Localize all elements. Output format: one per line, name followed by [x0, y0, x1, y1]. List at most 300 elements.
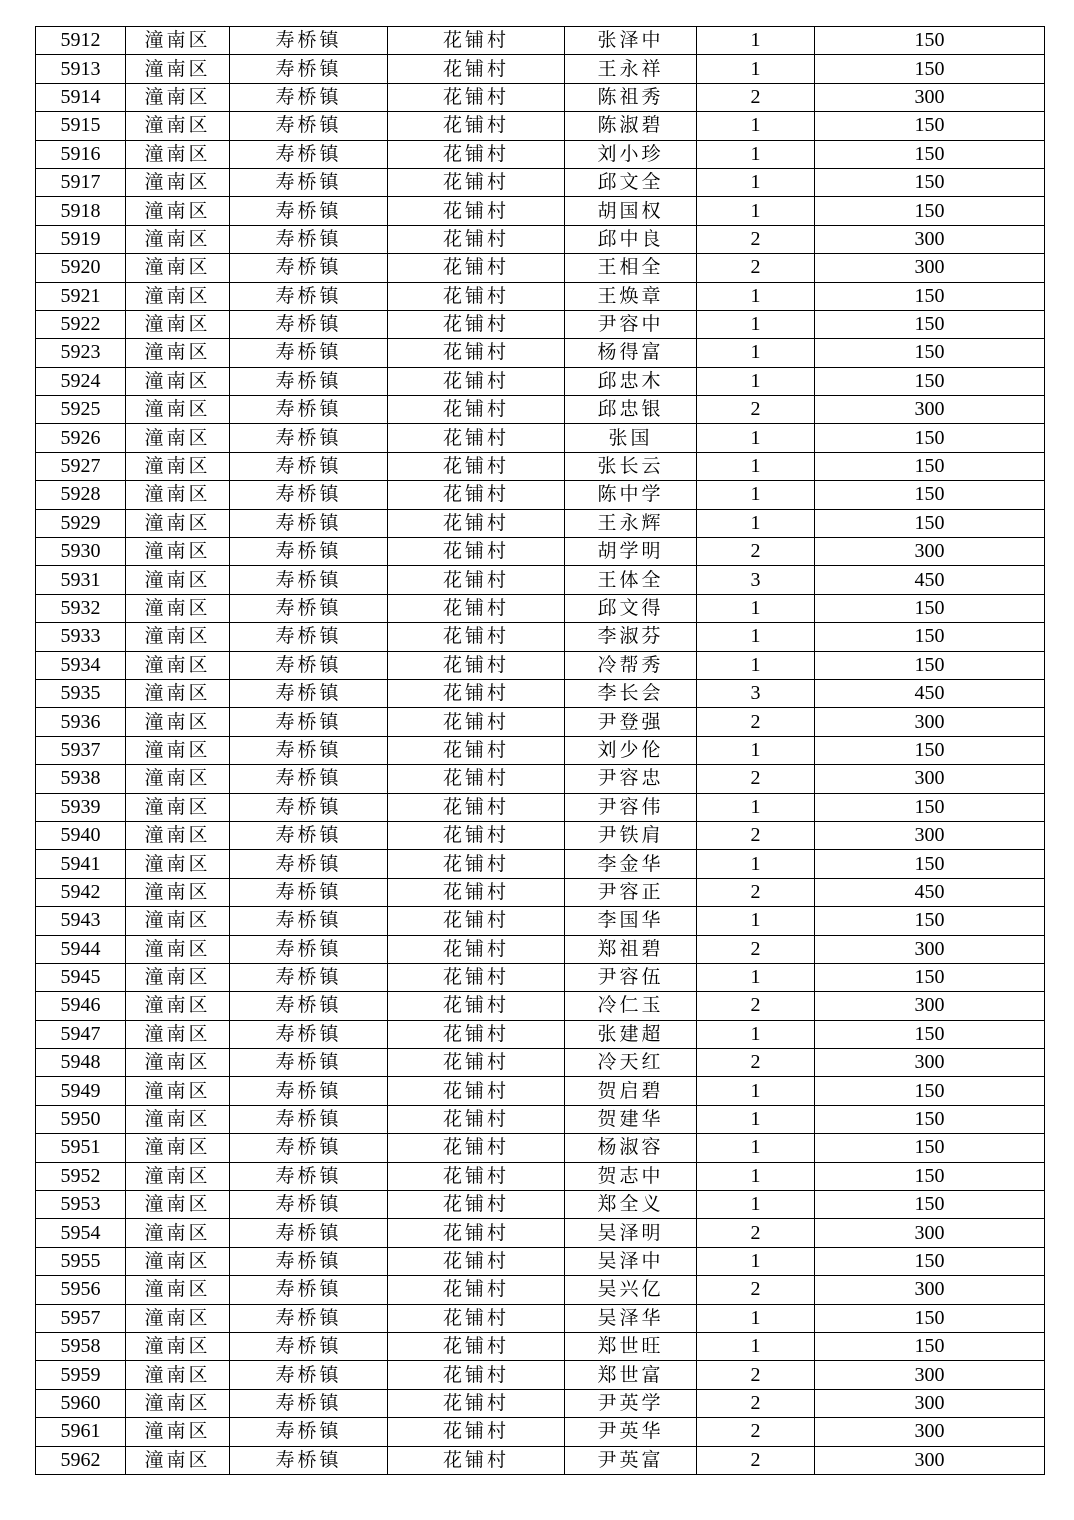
table-row	[36, 1049, 1045, 1077]
serial-number-cell: 5937	[36, 736, 126, 764]
serial-number-cell: 5928	[36, 481, 126, 509]
table-row	[36, 1105, 1045, 1133]
town-cell: 寿桥镇	[230, 878, 388, 906]
village-cell: 花铺村	[388, 452, 565, 480]
count-cell: 2	[697, 821, 815, 849]
table-row	[36, 679, 1045, 707]
district-cell: 潼南区	[126, 112, 230, 140]
village-cell: 花铺村	[388, 1191, 565, 1219]
town-cell: 寿桥镇	[230, 27, 388, 55]
name-cell: 尹英学	[565, 1389, 697, 1417]
town-cell: 寿桥镇	[230, 1361, 388, 1389]
count-cell: 1	[697, 339, 815, 367]
name-cell: 王永辉	[565, 509, 697, 537]
count-cell: 1	[697, 1162, 815, 1190]
table-row	[36, 452, 1045, 480]
district-cell: 潼南区	[126, 765, 230, 793]
table-row	[36, 765, 1045, 793]
count-cell: 1	[697, 27, 815, 55]
town-cell: 寿桥镇	[230, 197, 388, 225]
count-cell: 2	[697, 1276, 815, 1304]
village-cell: 花铺村	[388, 651, 565, 679]
count-cell: 1	[697, 1077, 815, 1105]
table-row	[36, 566, 1045, 594]
serial-number-cell: 5951	[36, 1134, 126, 1162]
table-row	[36, 1361, 1045, 1389]
district-cell: 潼南区	[126, 1020, 230, 1048]
serial-number-cell: 5916	[36, 140, 126, 168]
amount-cell: 300	[815, 992, 1045, 1020]
table-row	[36, 623, 1045, 651]
count-cell: 1	[697, 793, 815, 821]
amount-cell: 150	[815, 197, 1045, 225]
town-cell: 寿桥镇	[230, 168, 388, 196]
count-cell: 2	[697, 1361, 815, 1389]
district-cell: 潼南区	[126, 83, 230, 111]
count-cell: 2	[697, 1219, 815, 1247]
name-cell: 吴泽华	[565, 1304, 697, 1332]
name-cell: 邱中良	[565, 225, 697, 253]
village-cell: 花铺村	[388, 1276, 565, 1304]
serial-number-cell: 5933	[36, 623, 126, 651]
district-cell: 潼南区	[126, 1191, 230, 1219]
serial-number-cell: 5939	[36, 793, 126, 821]
amount-cell: 150	[815, 424, 1045, 452]
amount-cell: 150	[815, 367, 1045, 395]
district-cell: 潼南区	[126, 310, 230, 338]
table-row	[36, 1418, 1045, 1446]
village-cell: 花铺村	[388, 481, 565, 509]
village-cell: 花铺村	[388, 1247, 565, 1275]
subsidy-table	[35, 26, 1045, 1475]
table-row	[36, 55, 1045, 83]
serial-number-cell: 5931	[36, 566, 126, 594]
table-row	[36, 1389, 1045, 1417]
table-row	[36, 1162, 1045, 1190]
district-cell: 潼南区	[126, 907, 230, 935]
table-row	[36, 1191, 1045, 1219]
count-cell: 1	[697, 1332, 815, 1360]
amount-cell: 300	[815, 254, 1045, 282]
district-cell: 潼南区	[126, 254, 230, 282]
town-cell: 寿桥镇	[230, 1418, 388, 1446]
village-cell: 花铺村	[388, 424, 565, 452]
village-cell: 花铺村	[388, 1304, 565, 1332]
village-cell: 花铺村	[388, 1219, 565, 1247]
village-cell: 花铺村	[388, 850, 565, 878]
town-cell: 寿桥镇	[230, 339, 388, 367]
table-row	[36, 424, 1045, 452]
count-cell: 1	[697, 310, 815, 338]
district-cell: 潼南区	[126, 793, 230, 821]
name-cell: 杨得富	[565, 339, 697, 367]
amount-cell: 300	[815, 708, 1045, 736]
name-cell: 郑世富	[565, 1361, 697, 1389]
district-cell: 潼南区	[126, 878, 230, 906]
table-row	[36, 850, 1045, 878]
table-row	[36, 594, 1045, 622]
village-cell: 花铺村	[388, 254, 565, 282]
amount-cell: 150	[815, 1105, 1045, 1133]
town-cell: 寿桥镇	[230, 481, 388, 509]
town-cell: 寿桥镇	[230, 396, 388, 424]
name-cell: 张国	[565, 424, 697, 452]
serial-number-cell: 5947	[36, 1020, 126, 1048]
serial-number-cell: 5932	[36, 594, 126, 622]
table-row	[36, 1077, 1045, 1105]
amount-cell: 150	[815, 339, 1045, 367]
name-cell: 郑祖碧	[565, 935, 697, 963]
district-cell: 潼南区	[126, 396, 230, 424]
town-cell: 寿桥镇	[230, 963, 388, 991]
amount-cell: 150	[815, 1020, 1045, 1048]
count-cell: 1	[697, 963, 815, 991]
count-cell: 2	[697, 1446, 815, 1474]
town-cell: 寿桥镇	[230, 538, 388, 566]
amount-cell: 150	[815, 651, 1045, 679]
amount-cell: 150	[815, 1162, 1045, 1190]
count-cell: 2	[697, 1049, 815, 1077]
table-row	[36, 481, 1045, 509]
town-cell: 寿桥镇	[230, 509, 388, 537]
table-row	[36, 1446, 1045, 1474]
amount-cell: 150	[815, 55, 1045, 83]
village-cell: 花铺村	[388, 1446, 565, 1474]
name-cell: 尹容忠	[565, 765, 697, 793]
name-cell: 尹容中	[565, 310, 697, 338]
amount-cell: 150	[815, 1304, 1045, 1332]
district-cell: 潼南区	[126, 1134, 230, 1162]
district-cell: 潼南区	[126, 1049, 230, 1077]
count-cell: 1	[697, 1105, 815, 1133]
town-cell: 寿桥镇	[230, 651, 388, 679]
count-cell: 1	[697, 736, 815, 764]
amount-cell: 300	[815, 1446, 1045, 1474]
table-row	[36, 197, 1045, 225]
table-row	[36, 992, 1045, 1020]
count-cell: 1	[697, 594, 815, 622]
village-cell: 花铺村	[388, 112, 565, 140]
amount-cell: 150	[815, 509, 1045, 537]
serial-number-cell: 5920	[36, 254, 126, 282]
serial-number-cell: 5962	[36, 1446, 126, 1474]
town-cell: 寿桥镇	[230, 992, 388, 1020]
count-cell: 1	[697, 112, 815, 140]
table-row	[36, 310, 1045, 338]
count-cell: 1	[697, 55, 815, 83]
count-cell: 2	[697, 1418, 815, 1446]
village-cell: 花铺村	[388, 708, 565, 736]
town-cell: 寿桥镇	[230, 452, 388, 480]
village-cell: 花铺村	[388, 736, 565, 764]
village-cell: 花铺村	[388, 310, 565, 338]
town-cell: 寿桥镇	[230, 367, 388, 395]
table-row	[36, 396, 1045, 424]
amount-cell: 150	[815, 623, 1045, 651]
table-row	[36, 225, 1045, 253]
amount-cell: 150	[815, 1247, 1045, 1275]
village-cell: 花铺村	[388, 1134, 565, 1162]
town-cell: 寿桥镇	[230, 254, 388, 282]
table-row	[36, 963, 1045, 991]
village-cell: 花铺村	[388, 509, 565, 537]
count-cell: 1	[697, 481, 815, 509]
count-cell: 1	[697, 907, 815, 935]
count-cell: 1	[697, 623, 815, 651]
count-cell: 1	[697, 282, 815, 310]
town-cell: 寿桥镇	[230, 1219, 388, 1247]
district-cell: 潼南区	[126, 538, 230, 566]
serial-number-cell: 5913	[36, 55, 126, 83]
district-cell: 潼南区	[126, 1105, 230, 1133]
village-cell: 花铺村	[388, 396, 565, 424]
town-cell: 寿桥镇	[230, 1446, 388, 1474]
amount-cell: 150	[815, 282, 1045, 310]
district-cell: 潼南区	[126, 509, 230, 537]
name-cell: 王体全	[565, 566, 697, 594]
name-cell: 刘小珍	[565, 140, 697, 168]
table-row	[36, 708, 1045, 736]
count-cell: 2	[697, 1389, 815, 1417]
amount-cell: 300	[815, 396, 1045, 424]
table-row	[36, 83, 1045, 111]
amount-cell: 300	[815, 1219, 1045, 1247]
village-cell: 花铺村	[388, 821, 565, 849]
district-cell: 潼南区	[126, 1276, 230, 1304]
name-cell: 王相全	[565, 254, 697, 282]
serial-number-cell: 5940	[36, 821, 126, 849]
village-cell: 花铺村	[388, 594, 565, 622]
amount-cell: 150	[815, 793, 1045, 821]
serial-number-cell: 5961	[36, 1418, 126, 1446]
table-row	[36, 27, 1045, 55]
village-cell: 花铺村	[388, 1389, 565, 1417]
count-cell: 1	[697, 651, 815, 679]
count-cell: 1	[697, 367, 815, 395]
village-cell: 花铺村	[388, 907, 565, 935]
amount-cell: 300	[815, 935, 1045, 963]
name-cell: 冷帮秀	[565, 651, 697, 679]
serial-number-cell: 5912	[36, 27, 126, 55]
count-cell: 1	[697, 424, 815, 452]
name-cell: 贺启碧	[565, 1077, 697, 1105]
serial-number-cell: 5921	[36, 282, 126, 310]
village-cell: 花铺村	[388, 27, 565, 55]
district-cell: 潼南区	[126, 225, 230, 253]
district-cell: 潼南区	[126, 1247, 230, 1275]
count-cell: 1	[697, 140, 815, 168]
amount-cell: 150	[815, 452, 1045, 480]
name-cell: 邱忠银	[565, 396, 697, 424]
table-row	[36, 367, 1045, 395]
village-cell: 花铺村	[388, 1418, 565, 1446]
name-cell: 冷天红	[565, 1049, 697, 1077]
name-cell: 贺志中	[565, 1162, 697, 1190]
town-cell: 寿桥镇	[230, 112, 388, 140]
serial-number-cell: 5935	[36, 679, 126, 707]
count-cell: 1	[697, 509, 815, 537]
town-cell: 寿桥镇	[230, 793, 388, 821]
amount-cell: 150	[815, 1191, 1045, 1219]
village-cell: 花铺村	[388, 538, 565, 566]
table-row	[36, 1332, 1045, 1360]
serial-number-cell: 5922	[36, 310, 126, 338]
district-cell: 潼南区	[126, 1077, 230, 1105]
amount-cell: 150	[815, 963, 1045, 991]
serial-number-cell: 5914	[36, 83, 126, 111]
amount-cell: 300	[815, 538, 1045, 566]
town-cell: 寿桥镇	[230, 55, 388, 83]
village-cell: 花铺村	[388, 963, 565, 991]
district-cell: 潼南区	[126, 1361, 230, 1389]
district-cell: 潼南区	[126, 1332, 230, 1360]
name-cell: 李国华	[565, 907, 697, 935]
town-cell: 寿桥镇	[230, 1304, 388, 1332]
table-row	[36, 1247, 1045, 1275]
count-cell: 1	[697, 1304, 815, 1332]
table-row	[36, 140, 1045, 168]
serial-number-cell: 5930	[36, 538, 126, 566]
serial-number-cell: 5917	[36, 168, 126, 196]
name-cell: 尹铁肩	[565, 821, 697, 849]
town-cell: 寿桥镇	[230, 1105, 388, 1133]
town-cell: 寿桥镇	[230, 1049, 388, 1077]
amount-cell: 300	[815, 225, 1045, 253]
village-cell: 花铺村	[388, 1332, 565, 1360]
count-cell: 1	[697, 168, 815, 196]
serial-number-cell: 5954	[36, 1219, 126, 1247]
amount-cell: 300	[815, 765, 1045, 793]
district-cell: 潼南区	[126, 452, 230, 480]
town-cell: 寿桥镇	[230, 1020, 388, 1048]
district-cell: 潼南区	[126, 736, 230, 764]
serial-number-cell: 5960	[36, 1389, 126, 1417]
amount-cell: 150	[815, 1332, 1045, 1360]
district-cell: 潼南区	[126, 168, 230, 196]
name-cell: 冷仁玉	[565, 992, 697, 1020]
count-cell: 1	[697, 1191, 815, 1219]
count-cell: 2	[697, 708, 815, 736]
count-cell: 2	[697, 396, 815, 424]
town-cell: 寿桥镇	[230, 765, 388, 793]
village-cell: 花铺村	[388, 168, 565, 196]
village-cell: 花铺村	[388, 140, 565, 168]
village-cell: 花铺村	[388, 197, 565, 225]
table-row	[36, 907, 1045, 935]
serial-number-cell: 5936	[36, 708, 126, 736]
count-cell: 1	[697, 452, 815, 480]
name-cell: 尹英华	[565, 1418, 697, 1446]
serial-number-cell: 5956	[36, 1276, 126, 1304]
table-row	[36, 1276, 1045, 1304]
town-cell: 寿桥镇	[230, 1134, 388, 1162]
district-cell: 潼南区	[126, 566, 230, 594]
town-cell: 寿桥镇	[230, 83, 388, 111]
name-cell: 胡国权	[565, 197, 697, 225]
town-cell: 寿桥镇	[230, 1247, 388, 1275]
town-cell: 寿桥镇	[230, 623, 388, 651]
serial-number-cell: 5959	[36, 1361, 126, 1389]
town-cell: 寿桥镇	[230, 850, 388, 878]
table-row	[36, 168, 1045, 196]
name-cell: 尹容正	[565, 878, 697, 906]
serial-number-cell: 5923	[36, 339, 126, 367]
table-row	[36, 538, 1045, 566]
amount-cell: 150	[815, 481, 1045, 509]
village-cell: 花铺村	[388, 367, 565, 395]
serial-number-cell: 5926	[36, 424, 126, 452]
district-cell: 潼南区	[126, 651, 230, 679]
village-cell: 花铺村	[388, 1077, 565, 1105]
count-cell: 1	[697, 1020, 815, 1048]
serial-number-cell: 5927	[36, 452, 126, 480]
town-cell: 寿桥镇	[230, 907, 388, 935]
name-cell: 陈中学	[565, 481, 697, 509]
name-cell: 刘少伦	[565, 736, 697, 764]
name-cell: 胡学明	[565, 538, 697, 566]
serial-number-cell: 5946	[36, 992, 126, 1020]
serial-number-cell: 5953	[36, 1191, 126, 1219]
amount-cell: 300	[815, 1276, 1045, 1304]
district-cell: 潼南区	[126, 1389, 230, 1417]
amount-cell: 300	[815, 1361, 1045, 1389]
name-cell: 吴兴亿	[565, 1276, 697, 1304]
district-cell: 潼南区	[126, 424, 230, 452]
serial-number-cell: 5925	[36, 396, 126, 424]
name-cell: 邱文得	[565, 594, 697, 622]
table-row	[36, 935, 1045, 963]
town-cell: 寿桥镇	[230, 424, 388, 452]
table-row	[36, 821, 1045, 849]
serial-number-cell: 5952	[36, 1162, 126, 1190]
name-cell: 吴泽中	[565, 1247, 697, 1275]
amount-cell: 150	[815, 140, 1045, 168]
name-cell: 尹登强	[565, 708, 697, 736]
table-row	[36, 736, 1045, 764]
count-cell: 3	[697, 679, 815, 707]
amount-cell: 150	[815, 1077, 1045, 1105]
amount-cell: 450	[815, 679, 1045, 707]
town-cell: 寿桥镇	[230, 1077, 388, 1105]
name-cell: 王永祥	[565, 55, 697, 83]
town-cell: 寿桥镇	[230, 594, 388, 622]
name-cell: 李金华	[565, 850, 697, 878]
town-cell: 寿桥镇	[230, 566, 388, 594]
district-cell: 潼南区	[126, 197, 230, 225]
district-cell: 潼南区	[126, 282, 230, 310]
count-cell: 2	[697, 878, 815, 906]
village-cell: 花铺村	[388, 83, 565, 111]
district-cell: 潼南区	[126, 27, 230, 55]
serial-number-cell: 5915	[36, 112, 126, 140]
count-cell: 2	[697, 935, 815, 963]
name-cell: 邱忠木	[565, 367, 697, 395]
village-cell: 花铺村	[388, 225, 565, 253]
table-body	[36, 27, 1045, 1475]
serial-number-cell: 5958	[36, 1332, 126, 1360]
name-cell: 陈祖秀	[565, 83, 697, 111]
table-row	[36, 1219, 1045, 1247]
name-cell: 贺建华	[565, 1105, 697, 1133]
table-row	[36, 1134, 1045, 1162]
district-cell: 潼南区	[126, 594, 230, 622]
count-cell: 1	[697, 197, 815, 225]
name-cell: 张泽中	[565, 27, 697, 55]
district-cell: 潼南区	[126, 992, 230, 1020]
amount-cell: 150	[815, 112, 1045, 140]
serial-number-cell: 5957	[36, 1304, 126, 1332]
name-cell: 邱文全	[565, 168, 697, 196]
